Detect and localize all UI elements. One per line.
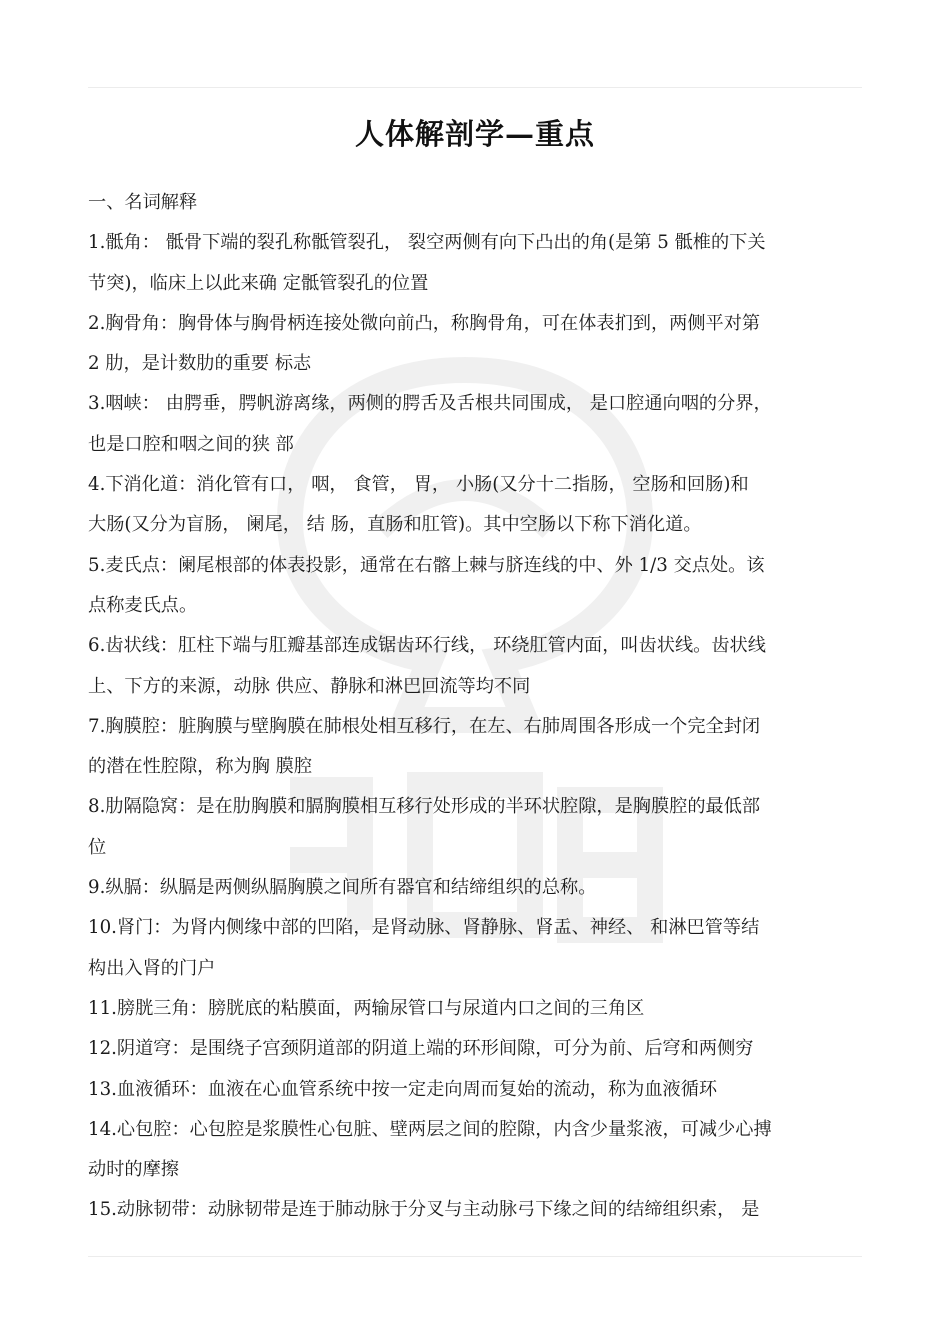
- section-heading: 一、名词解释: [88, 192, 198, 213]
- text-line: 4.下消化道：消化管有口， 咽， 食管， 胃， 小肠(又分十二指肠， 空肠和回肠)和: [88, 474, 749, 496]
- text-line: 点称麦氏点。: [88, 594, 198, 616]
- text-line: 9.纵膈：纵膈是两侧纵膈胸膜之间所有器官和结缔组织的总称。: [88, 877, 597, 899]
- text-line: 6.齿状线：肛柱下端与肛瓣基部连成锯齿环行线， 环绕肛管内面，叫齿状线。齿状线: [88, 635, 766, 657]
- text-line: 构出入肾的门户: [88, 957, 216, 979]
- text-line: 14.心包腔：心包腔是浆膜性心包脏、壁两层之间的腔隙，内含少量浆液，可减少心搏: [88, 1118, 772, 1140]
- text-line: 15.动脉韧带：动脉韧带是连于肺动脉于分叉与主动脉弓下缘之间的结缔组织索， 是: [88, 1199, 760, 1221]
- text-line: 动时的摩擦: [88, 1159, 179, 1181]
- text-line: 大肠(又分为盲肠， 阑尾， 结 肠，直肠和肛管)。其中空肠以下称下消化道。: [88, 514, 702, 536]
- text-line: 1.骶角： 骶骨下端的裂孔称骶管裂孔， 裂空两侧有向下凸出的角(是第 5 骶椎的下关: [88, 232, 766, 254]
- text-line: 12.阴道穹：是围绕子宫颈阴道部的阴道上端的环形间隙，可分为前、后穹和两侧穷: [88, 1038, 754, 1060]
- text-line: 节突)，临床上以此来确 定骶管裂孔的位置: [88, 272, 429, 294]
- text-line: 7.胸膜腔：脏胸膜与壁胸膜在肺根处相互移行，在左、右肺周围各形成一个完全封闭: [88, 715, 761, 737]
- text-line: 13.血液循环：血液在心血管系统中按一定走向周而复始的流动，称为血液循环: [88, 1078, 718, 1100]
- header-divider: [88, 87, 862, 88]
- text-line: 位: [88, 836, 107, 858]
- text-line: 也是口腔和咽之间的狭 部: [88, 433, 294, 455]
- text-line: 2.胸骨角：胸骨体与胸骨柄连接处微向前凸，称胸骨角，可在体表扪到，两侧平对第: [88, 312, 761, 334]
- footer-divider: [88, 1256, 862, 1257]
- text-line: 2 肋，是计数肋的重要 标志: [88, 353, 312, 375]
- text-line: 上、下方的来源，动脉 供应、静脉和淋巴回流等均不同: [88, 675, 531, 697]
- text-line: 11.膀胱三角：膀胱底的粘膜面，两输尿管口与尿道内口之间的三角区: [88, 997, 645, 1019]
- text-line: 8.肋隔隐窝：是在肋胸膜和膈胸膜相互移行处形成的半环状腔隙，是胸膜腔的最低部: [88, 796, 761, 818]
- text-line: 的潜在性腔隙，称为胸 膜腔: [88, 756, 313, 778]
- text-line: 3.咽峡： 由腭垂，腭帆游离缘，两侧的腭舌及舌根共同围成， 是口腔通向咽的分界，: [88, 393, 772, 415]
- text-line: 5.麦氏点：阑尾根部的体表投影，通常在右髂上棘与脐连线的中、外 1/3 交点处。该: [88, 554, 765, 576]
- text-line: 10.肾门：为肾内侧缘中部的凹陷，是肾动脉、肾静脉、肾盂、神经、 和淋巴管等结: [88, 917, 760, 939]
- page-title: 人体解剖学—重点: [354, 117, 595, 151]
- document-body: [88, 183, 866, 1231]
